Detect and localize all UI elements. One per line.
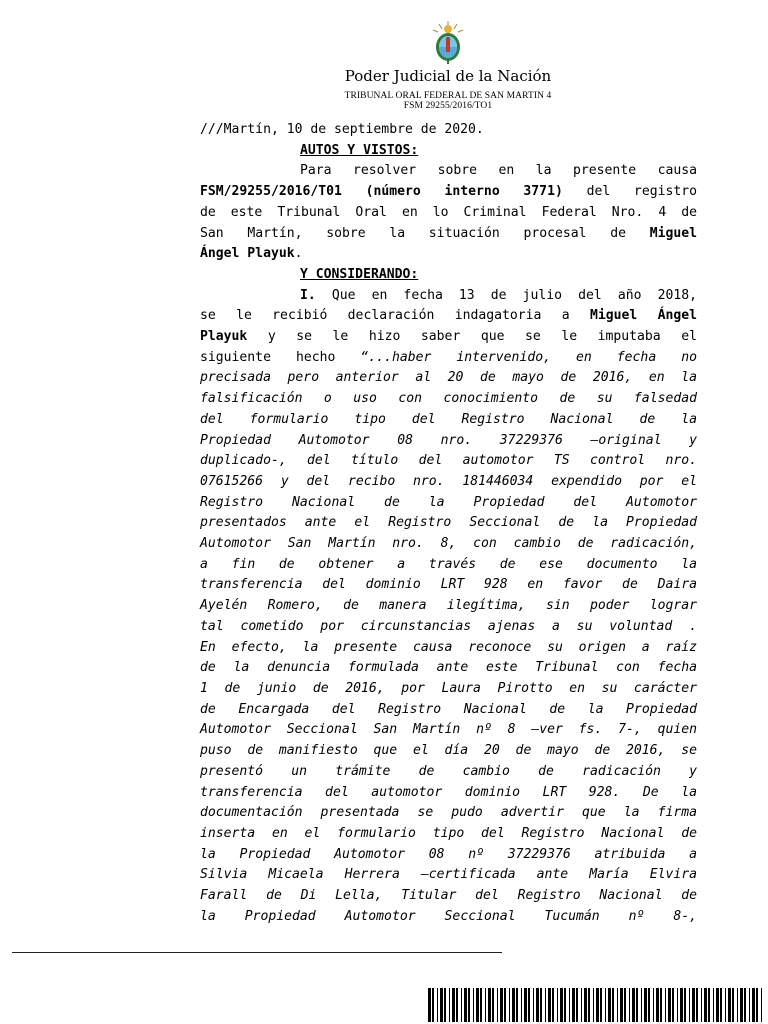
para2-text: se le recibió declaración indagatoria a <box>200 308 590 324</box>
quote-line: de Encargada del Registro Nacional de la Propiedad <box>200 701 697 717</box>
quote-line: la Propiedad Automotor Seccional Tucumán nº 8-, <box>200 908 697 924</box>
para1-line4 <box>200 224 697 245</box>
quote-line: Propiedad Automotor 08 nro. 37229376 –original y <box>200 432 697 448</box>
quote-line: presentados ante el Registro Seccional de la Propiedad <box>200 515 697 531</box>
para2-text: Que en fecha 13 de julio del año 2018, <box>315 287 697 303</box>
quote-line: 1 de junio de 2016, por Laura Pirotto en su carácter <box>200 680 697 696</box>
considerando-label: Y CONSIDERANDO: <box>300 266 419 282</box>
case-reference: FSM 29255/2016/TO1 <box>403 101 493 111</box>
para1-line1: Para resolver sobre en la presente causa <box>300 163 697 179</box>
case-number: FSM/29255/2016/T01 (número interno 3771) <box>200 184 563 200</box>
quote-text: “...haber intervenido, en fecha no <box>360 349 697 365</box>
considerando-heading <box>200 265 697 286</box>
quote-line: documentación presentada se pudo advertir que la firma <box>200 805 697 821</box>
quote-line: a fin de obtener a través de ese documento la <box>200 556 697 572</box>
institution-title: Poder Judicial de la Nación <box>344 67 552 85</box>
barcode-icon <box>426 988 766 1022</box>
defendant-name: Ángel Playuk <box>200 246 295 262</box>
para1-line5 <box>200 244 697 265</box>
quote-line: inserta en el formulario tipo del Registro Nacional de <box>200 825 697 841</box>
quote-line: Automotor Seccional San Martín nº 8 –ver fs. 7-, quien <box>200 722 697 738</box>
quote-line: Registro Nacional de la Propiedad del Automotor <box>200 494 697 510</box>
quote-line: Farall de Di Lella, Titular del Registro Nacional de <box>200 888 697 904</box>
para2-text: siguiente hecho <box>200 349 361 365</box>
quote-line: duplicado-, del título del automotor TS control nro. <box>200 453 697 469</box>
para1-line2 <box>200 182 697 203</box>
para1-line3: de este Tribunal Oral en lo Criminal Federal Nro. 4 de <box>200 204 697 220</box>
quote-line: transferencia del automotor dominio LRT 928. De la <box>200 784 697 800</box>
date-line: ///Martín, 10 de septiembre de 2020. <box>200 122 484 137</box>
quote-line: tal cometido por circunstancias ajenas a su voluntad . <box>200 618 697 634</box>
defendant-name: Playuk <box>200 329 248 345</box>
para2-text: y se le hizo saber que se le imputaba el <box>247 329 697 345</box>
defendant-name: Miguel Ángel <box>589 308 697 324</box>
quote-line: En efecto, la presente causa reconoce su origen a raíz <box>200 639 697 655</box>
quote-line: la Propiedad Automotor 08 nº 37229376 atribuida a <box>200 846 697 862</box>
quote-line: precisada pero anterior al 20 de mayo de 2016, en la <box>200 370 697 386</box>
quote-line: Automotor San Martín nro. 8, con cambio de radicación, <box>200 536 697 552</box>
autos-label: AUTOS Y VISTOS: <box>300 142 419 158</box>
quote-line: falsificación o uso con conocimiento de su falsedad <box>200 391 697 407</box>
document-body <box>200 120 697 927</box>
quote-line: puso de manifiesto que el día 20 de mayo de 2016, se <box>200 743 697 759</box>
para2-line4 <box>200 348 697 369</box>
footer-divider <box>12 952 502 953</box>
para2-line2 <box>200 306 697 327</box>
defendant-name: Miguel <box>649 225 697 241</box>
national-seal-icon <box>428 18 468 66</box>
section-number: I. <box>300 287 316 303</box>
para1-text: San Martín, sobre la situación procesal de <box>200 225 650 241</box>
para1-text: del registro <box>562 184 697 200</box>
para2-line1 <box>200 286 697 307</box>
quote-line: 07615266 y del recibo nro. 181446034 expendido por el <box>200 473 697 489</box>
quote-line: Silvia Micaela Herrera –certificada ante María Elvira <box>200 867 697 883</box>
para2-line3 <box>200 327 697 348</box>
quote-line: Ayelén Romero, de manera ilegítima, sin poder lograr <box>200 598 697 614</box>
quote-line: presentó un trámite de cambio de radicación y <box>200 763 697 779</box>
quote-line: del formulario tipo del Registro Nacional de la <box>200 411 697 427</box>
tribunal-name: TRIBUNAL ORAL FEDERAL DE SAN MARTIN 4 <box>344 91 552 101</box>
quote-line: de la denuncia formulada ante este Tribunal con fecha <box>200 660 697 676</box>
para1-text: . <box>294 246 303 262</box>
autos-heading <box>200 141 697 162</box>
quote-line: transferencia del dominio LRT 928 en favor de Daira <box>200 577 697 593</box>
